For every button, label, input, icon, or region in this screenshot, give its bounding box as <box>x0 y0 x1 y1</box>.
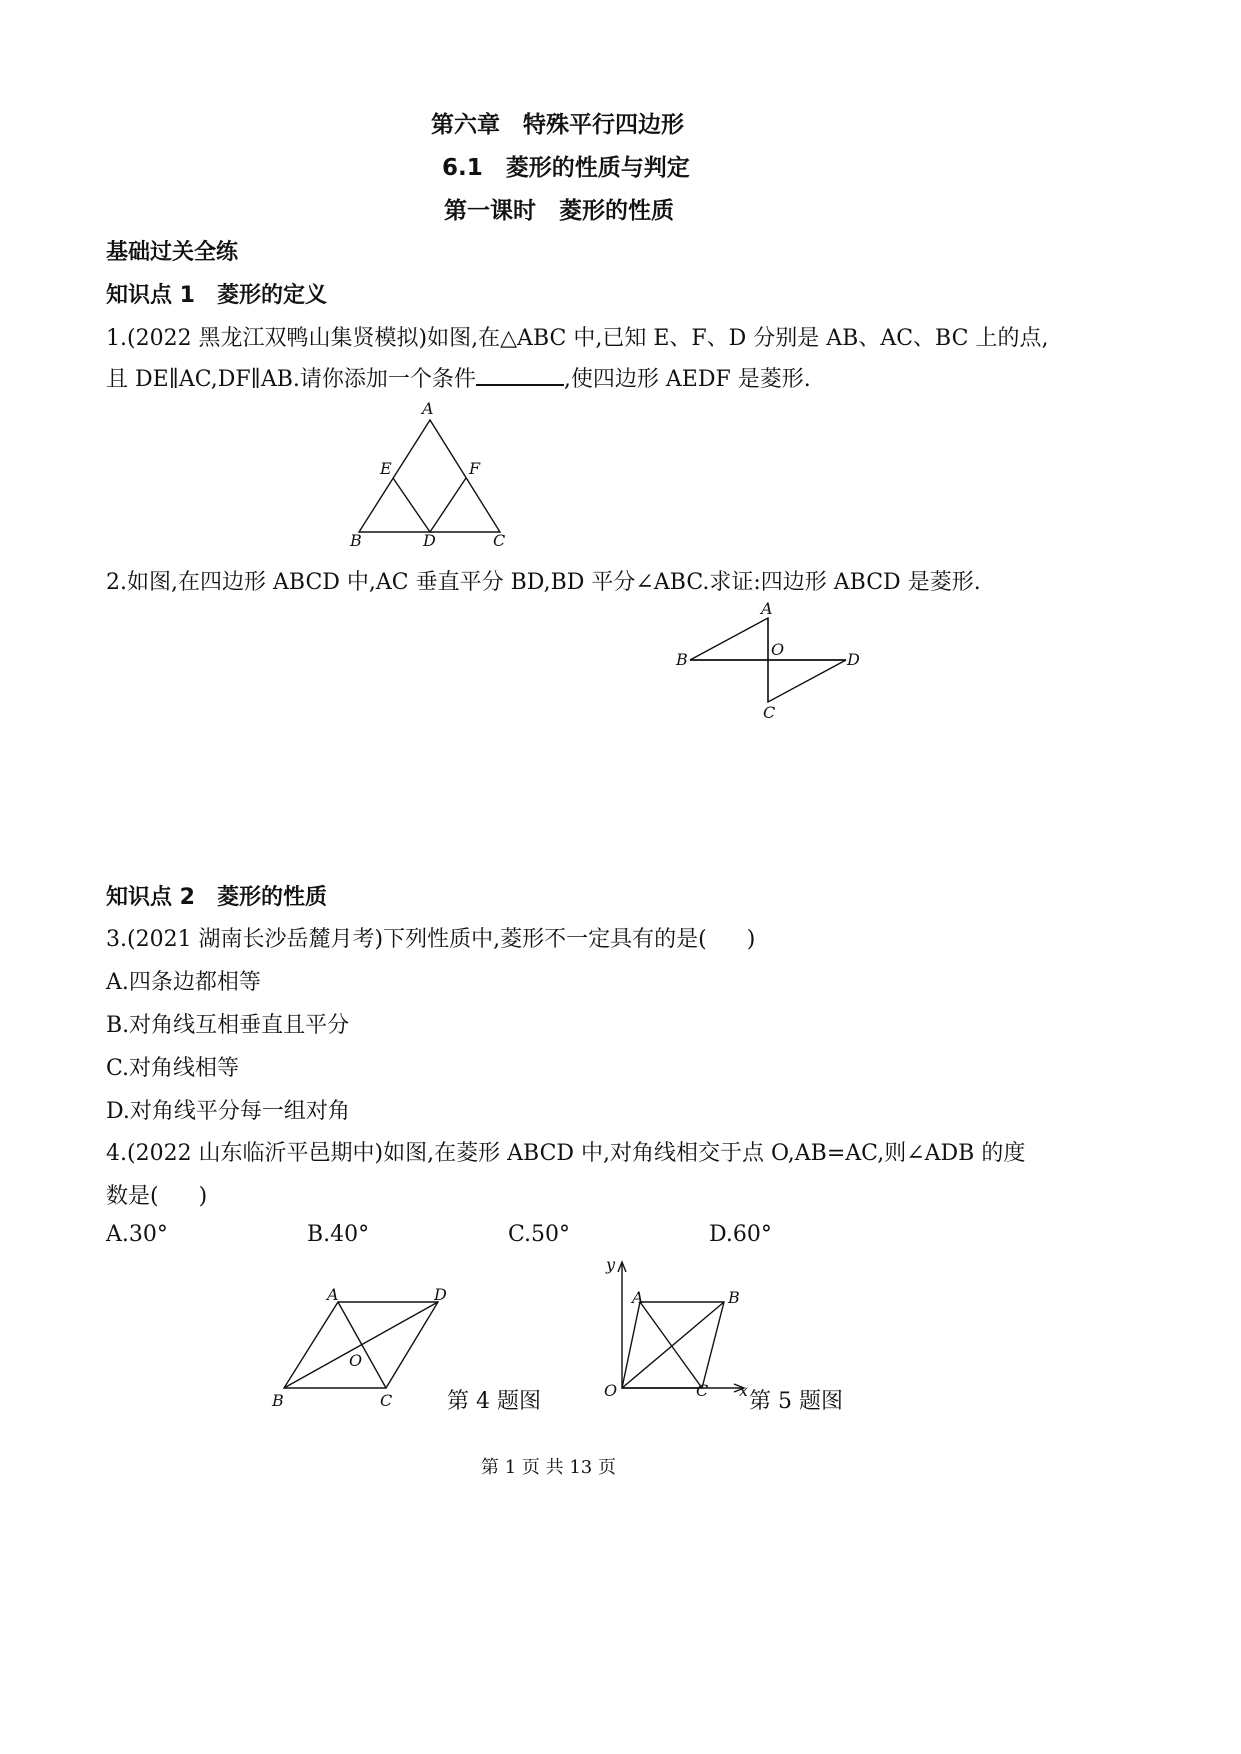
fig4-label-a: A <box>327 1285 339 1304</box>
fig2-label-c: C <box>763 703 776 722</box>
lesson-title: 第一课时 菱形的性质 <box>444 198 674 224</box>
quad-edf <box>393 478 466 532</box>
fig1-label-a: A <box>422 399 434 418</box>
knowledge-point-1: 知识点 1 菱形的定义 <box>106 283 327 308</box>
answer-blank[interactable] <box>476 364 564 386</box>
q3-stem-text: 3.(2021 湖南长沙岳麓月考)下列性质中,菱形不一定具有的是( <box>106 927 707 952</box>
q4-figure <box>266 1282 456 1412</box>
q2-figure <box>672 598 862 724</box>
fig5-label-c: C <box>696 1381 709 1400</box>
fig2-label-a: A <box>761 599 773 618</box>
diagonal-bd-q4 <box>284 1302 438 1388</box>
q1-line1: 1.(2022 黑龙江双鸭山集贤模拟)如图,在△ABC 中,已知 E、F、D 分别是 AB、AC、BC 上的点, <box>106 326 1049 351</box>
q1-figure <box>345 398 515 550</box>
fig1-label-b: B <box>350 531 362 550</box>
q4-figure-caption: 第 4 题图 <box>447 1389 541 1414</box>
fig5-label-x: x <box>739 1381 749 1400</box>
q3-stem-end: ) <box>746 927 756 952</box>
fig2-label-d: D <box>847 650 860 669</box>
fig1-label-f: F <box>469 459 481 478</box>
q1-line2 <box>106 362 811 393</box>
q3-option-b: B.对角线互相垂直且平分 <box>106 1013 350 1038</box>
section-title: 6.1 菱形的性质与判定 <box>442 155 690 181</box>
q4-line2-text: 数是( <box>106 1184 159 1209</box>
diagonal-ac-q5 <box>640 1302 702 1388</box>
fig5-label-y: y <box>606 1255 616 1274</box>
q3-stem <box>106 922 755 953</box>
fig2-label-o: O <box>771 640 785 659</box>
q4-option-c: C.50° <box>508 1222 571 1247</box>
q3-option-a: A.四条边都相等 <box>106 970 261 995</box>
q5-figure-caption: 第 5 题图 <box>749 1389 843 1414</box>
q4-line2-end: ) <box>198 1184 208 1209</box>
q1-line2-a: 且 DE∥AC,DF∥AB.请你添加一个条件 <box>106 367 476 392</box>
fig4-label-o: O <box>349 1351 363 1370</box>
fig2-label-b: B <box>676 650 688 669</box>
knowledge-point-2: 知识点 2 菱形的性质 <box>106 885 327 910</box>
q4-line1: 4.(2022 山东临沂平邑期中)如图,在菱形 ABCD 中,对角线相交于点 O,AB=AC,则∠ADB 的度 <box>106 1141 1026 1166</box>
fig1-label-d: D <box>423 531 436 550</box>
fig4-label-d: D <box>434 1285 447 1304</box>
q3-option-c: C.对角线相等 <box>106 1056 240 1081</box>
q1-line2-b: ,使四边形 AEDF 是菱形. <box>563 367 811 392</box>
q2-text: 2.如图,在四边形 ABCD 中,AC 垂直平分 BD,BD 平分∠ABC.求证:四边形 ABCD 是菱形. <box>106 570 981 595</box>
q4-option-a: A.30° <box>106 1222 168 1247</box>
q4-option-d: D.60° <box>709 1222 772 1247</box>
fig4-label-b: B <box>272 1391 284 1410</box>
fig5-label-o: O <box>604 1381 618 1400</box>
fig1-label-c: C <box>493 531 506 550</box>
q4-line2 <box>106 1179 207 1210</box>
chapter-title: 第六章 特殊平行四边形 <box>431 112 684 138</box>
fig4-label-c: C <box>380 1391 393 1410</box>
q5-figure <box>598 1254 758 1414</box>
page-footer: 第 1 页 共 13 页 <box>481 1457 616 1478</box>
fig1-label-e: E <box>380 459 392 478</box>
fig5-label-a: A <box>632 1288 644 1307</box>
fig5-label-b: B <box>728 1288 740 1307</box>
practice-heading: 基础过关全练 <box>106 240 239 265</box>
q4-option-b: B.40° <box>307 1222 370 1247</box>
q3-option-d: D.对角线平分每一组对角 <box>106 1099 350 1124</box>
